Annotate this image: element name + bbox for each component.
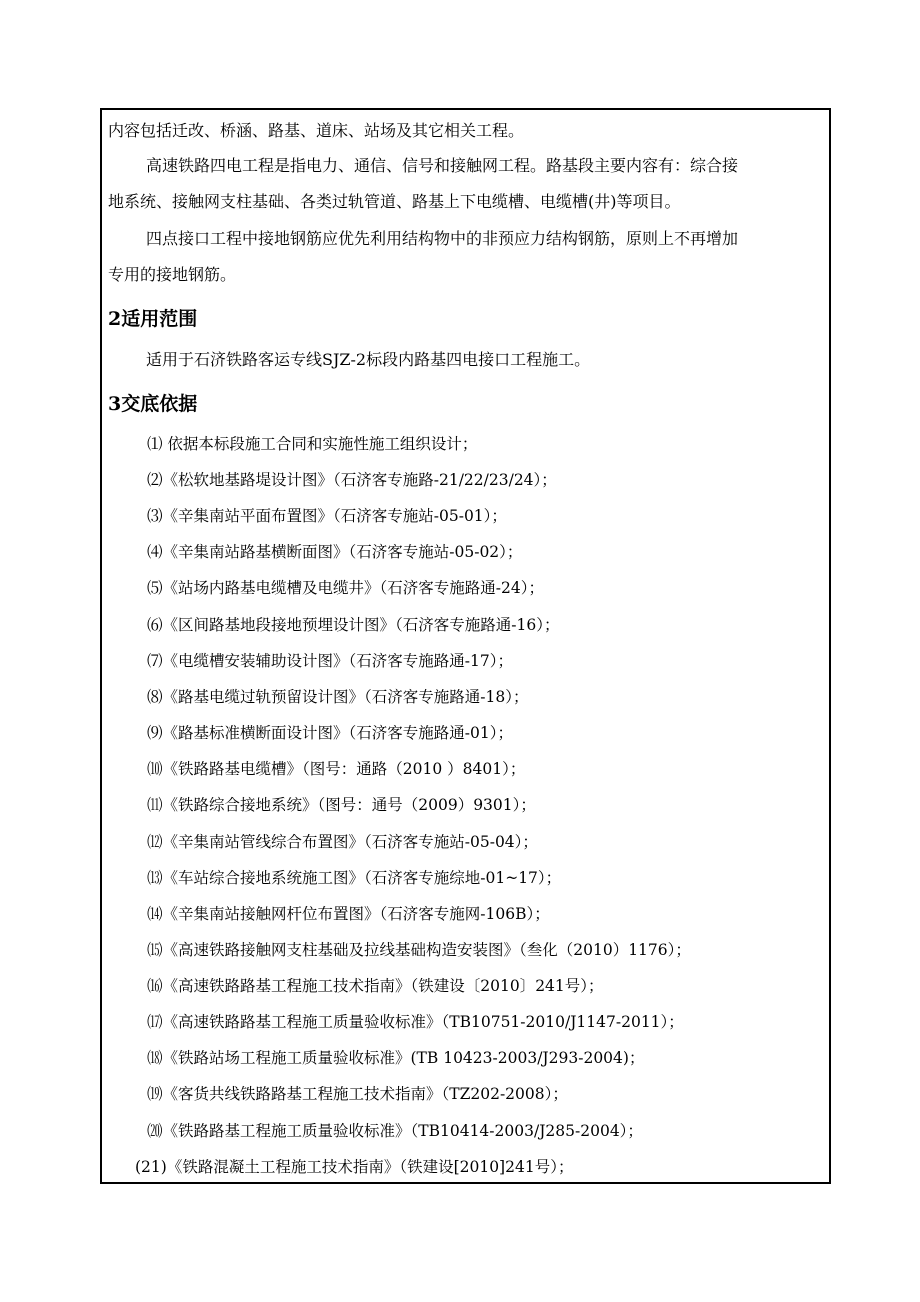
reference-item: ⑸《站场内路基电缆槽及电缆井》（石济客专施路通-24）； xyxy=(147,579,544,597)
intro-line-2: 高速铁路四电工程是指电力、通信、信号和接触网工程。路基段主要内容有：综合接 xyxy=(146,156,739,175)
reference-item: ⒅《铁路站场工程施工质量验收标准》(TB 10423-2003/J293-2004)； xyxy=(147,1049,645,1067)
reference-item: ⑷《辛集南站路基横断面图》（石济客专施站-05-02）； xyxy=(147,543,523,561)
reference-item: ⑺《电缆槽安装辅助设计图》（石济客专施路通-17）； xyxy=(147,652,513,670)
reference-item: ⒂《高速铁路接触网支柱基础及拉线基础构造安装图》（叁化（2010）1176）； xyxy=(147,941,691,959)
section-2-body: 适用于石济铁路客运专线SJZ-2标段内路基四电接口工程施工。 xyxy=(146,350,591,369)
reference-item: ⒄《高速铁路路基工程施工质量验收标准》（TB10751-2010/J1147-2011）； xyxy=(147,1013,684,1031)
reference-item: ⒁《辛集南站接触网杆位布置图》（石济客专施网-106B）； xyxy=(147,905,550,923)
reference-item: ⒀《车站综合接地系统施工图》（石济客专施综地-01~17）； xyxy=(147,869,562,887)
reference-item: ⑻《路基电缆过轨预留设计图》（石济客专施路通-18）； xyxy=(147,688,529,706)
reference-item: ⑼《路基标准横断面设计图》（石济客专施路通-01）； xyxy=(147,724,513,742)
reference-item: ⒆《客货共线铁路路基工程施工技术指南》（TZ202-2008）； xyxy=(147,1085,568,1103)
reference-item: (21)《铁路混凝土工程施工技术指南》（铁建设[2010]241号）； xyxy=(135,1158,574,1176)
reference-item: ⑵《松软地基路堤设计图》（石济客专施路-21/22/23/24）； xyxy=(147,471,557,489)
reference-item: ⑽《铁路路基电缆槽》（图号：通路（2010 ）8401）； xyxy=(147,760,526,778)
reference-item: ⑴ 依据本标段施工合同和实施性施工组织设计； xyxy=(147,435,478,453)
reference-item: ⒇《铁路路基工程施工质量验收标准》（TB10414-2003/J285-2004）； xyxy=(147,1122,643,1140)
intro-line-3: 地系统、接触网支柱基础、各类过轨管道、路基上下电缆槽、电缆槽(井)等项目。 xyxy=(108,192,681,211)
intro-line-1: 内容包括迁改、桥涵、路基、道床、站场及其它相关工程。 xyxy=(108,121,525,140)
reference-item: ⑶《辛集南站平面布置图》（石济客专施站-05-01）； xyxy=(147,507,507,525)
reference-item: ⑹《区间路基地段接地预埋设计图》（石济客专施路通-16）； xyxy=(147,616,560,634)
intro-line-4: 四点接口工程中接地钢筋应优先利用结构物中的非预应力结构钢筋，原则上不再增加 xyxy=(146,229,739,248)
reference-item: ⑾《铁路综合接地系统》（图号：通号（2009）9301）； xyxy=(147,796,536,814)
reference-item: ⒃《高速铁路路基工程施工技术指南》（铁建设〔2010〕241号）； xyxy=(147,977,604,995)
section-3-heading: 3交底依据 xyxy=(108,393,198,415)
intro-line-5: 专用的接地钢筋。 xyxy=(108,265,237,284)
section-2-heading: 2适用范围 xyxy=(108,308,198,330)
reference-item: ⑿《辛集南站管线综合布置图》（石济客专施站-05-04）； xyxy=(147,833,538,851)
